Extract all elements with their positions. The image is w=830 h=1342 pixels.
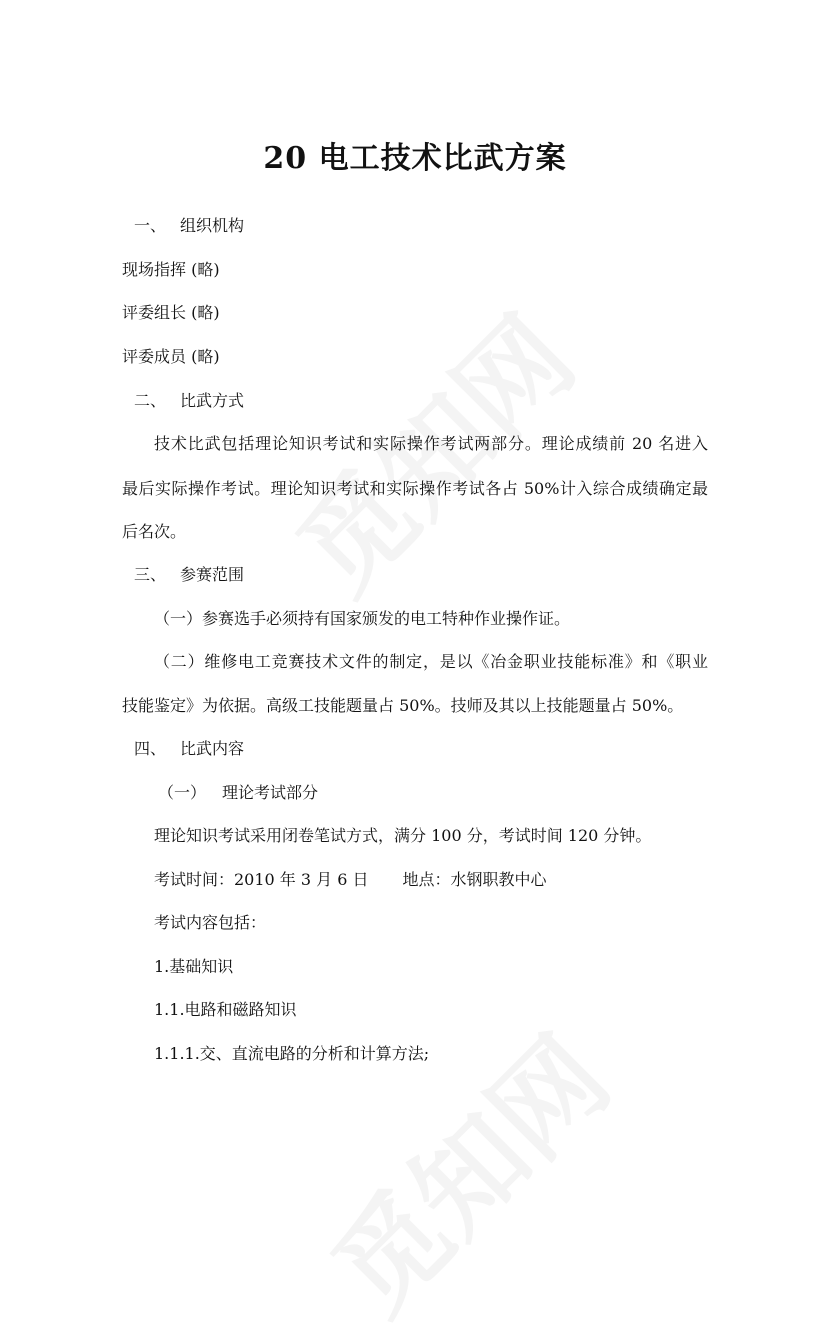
org-line-jury-leader: 评委组长 (略) [122,303,220,322]
method-paragraph-line: 最后实际操作考试。理论知识考试和实际操作考试各占 50%计入综合成绩确定最 [122,479,708,498]
subsection-number: （一） [158,783,207,802]
exam-place: 地点：水钢职教中心 [402,870,547,889]
content-item-level1: 1.基础知识 [154,957,234,976]
method-paragraph-line: 技术比武包括理论知识考试和实际操作考试两部分。理论成绩前 20 名进入 [154,434,708,453]
org-line-commander: 现场指挥 (略) [122,260,220,279]
section-number: 四、 [134,739,167,758]
exam-time-place [154,869,547,891]
scope-item-continued: 技能鉴定》为依据。高级工技能题量占 50%。技师及其以上技能题量占 50%。 [122,696,684,715]
section-heading-content [134,738,244,760]
section-heading-method [134,390,244,412]
section-number: 三、 [134,565,167,584]
section-heading-scope [134,564,244,586]
subsection-title: 理论考试部分 [222,783,319,802]
subsection-heading-theory [158,782,318,804]
section-number: 二、 [134,391,167,410]
section-title: 比武内容 [180,739,245,758]
scope-item: （二）维修电工竞赛技术文件的制定，是以《冶金职业技能标准》和《职业 [154,652,708,671]
method-paragraph-line: 后名次。 [122,522,187,541]
document-title: 20 电工技术比武方案 [263,141,567,176]
content-item-level2: 1.1.电路和磁路知识 [154,1000,297,1019]
section-number: 一、 [134,216,167,235]
exam-time: 考试时间：2010 年 3 月 6 日 [154,870,369,889]
content-item-level3: 1.1.1.交、直流电路的分析和计算方法; [154,1044,430,1063]
org-line-jury-members: 评委成员 (略) [122,347,220,366]
scope-item: （一）参赛选手必须持有国家颁发的电工特种作业操作证。 [154,609,571,628]
exam-description: 理论知识考试采用闭卷笔试方式，满分 100 分，考试时间 120 分钟。 [154,826,652,845]
section-title: 比武方式 [180,391,245,410]
section-title: 组织机构 [180,216,245,235]
section-title: 参赛范围 [180,565,245,584]
section-heading-organization [134,215,244,237]
content-intro: 考试内容包括： [154,913,267,932]
